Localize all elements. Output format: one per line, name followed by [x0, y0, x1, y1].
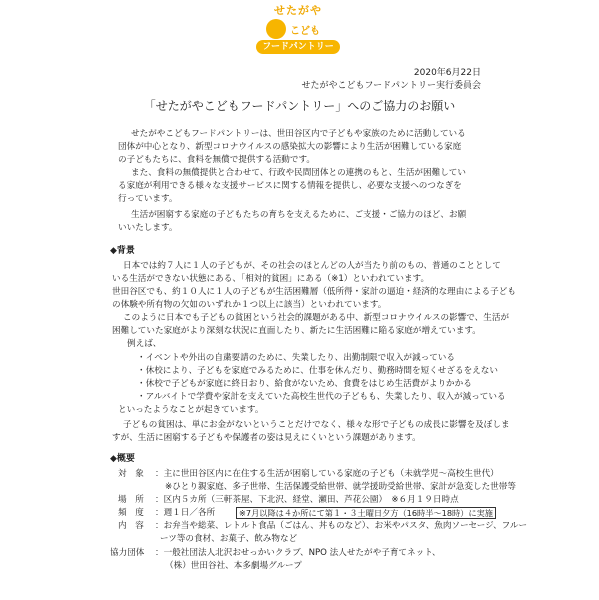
intro-line: 行っています。	[118, 194, 178, 204]
logo-bar-text: フードパントリー	[256, 40, 340, 54]
overview-label: 対 象	[118, 469, 144, 479]
background-line: 困難していた家庭がより深刻な状況に直面したり、新たに生活困難に陥る家庭が増えています。	[112, 326, 481, 336]
logo-top-text: せたがや	[274, 4, 322, 17]
overview-label: 頻 度	[118, 508, 144, 518]
logo-middle-text: こども	[290, 26, 320, 37]
overview-value: （株）世田谷社、本多劇場グループ	[165, 561, 302, 571]
background-bullet: ・休校で子どもが家庭に終日おり、給食がないため、食費をはじめ生活費がよりかかる	[137, 379, 472, 389]
overview-value: ：主に世田谷区内に在住する生活が困窮している家庭の子ども（未就学児〜高校生世代）	[155, 469, 499, 479]
overview-value: ：週１日／各所	[155, 508, 216, 518]
background-line: といったようなことが起きています。	[118, 405, 264, 415]
overview-label: 場 所	[118, 495, 144, 505]
overview-value: ：お弁当や総菜、レトルト食品（ごはん、丼ものなど）、お米やパスタ、魚肉ソーセージ、フルー	[155, 521, 528, 531]
document-date: 2020年6月22日	[413, 68, 481, 78]
intro-line: る家庭が利用できる様々な支援サービスに関する情報を提供し、必要な支援へのつなぎを	[118, 181, 462, 191]
overview-value: ：区内５カ所（三軒茶屋、下北沢、経堂、瀬田、芦花公園） ※６月１９日時点	[155, 495, 459, 505]
logo-middle	[252, 19, 344, 39]
background-line: 子どもの貧困は、単にお金がないということだけでなく、様々な形で子どもの成長に影響を及ぼしま	[123, 420, 510, 430]
background-line: 世田谷区でも、約１０人に１人の子どもが生活困難層（低所得・家計の逼迫・経済的な理由による子ども	[112, 287, 516, 297]
background-line: このように日本でも子どもの貧困という社会的課題がある中、新型コロナウイルスの影響で、生活が	[123, 313, 510, 323]
schedule-note-box: ※7月以降は４か所にて第１・３土曜日夕方（16時半〜18時）に実施	[236, 507, 496, 519]
intro-line: せたがやこどもフードパントリーは、世田谷区内で子どもや家族のために活動している	[131, 129, 466, 139]
overview-label: 協力団体	[110, 548, 145, 558]
background-line: 例えば、	[127, 339, 162, 349]
intro-line: の子どもたちに、食料を無償で提供する活動です。	[118, 155, 315, 165]
organization-name: せたがやこどもフードパントリー実行委員会	[301, 81, 481, 91]
background-bullet: ・休校により、子どもを家庭でみるために、仕事を休んだり、勤務時間を短くせざるをえない	[137, 366, 498, 376]
background-line: の体験や所有物の欠如のいずれか１つ以上に該当）といわれています。	[112, 300, 387, 310]
sun-icon	[266, 19, 286, 39]
pantry-logo	[252, 2, 344, 60]
background-line: いる生活ができない状態にある、「相対的貧困」にある（※1）といわれています。	[112, 274, 430, 284]
document-title: 「せたがやこどもフードパントリー」へのご協力のお願い	[143, 99, 456, 113]
overview-heading: ◆概要	[110, 454, 135, 464]
intro-line: いいたします。	[118, 223, 178, 233]
overview-value: ※ひとり親家庭、多子世帯、生活保護受給世帯、就学援助受給世帯、家計が急変した世帯等	[165, 482, 516, 492]
background-heading: ◆背景	[110, 246, 135, 256]
overview-value: ーツ等の食材、お菓子、飲み物など	[160, 534, 298, 544]
intro-line: 生活が困窮する家庭の子どもたちの育ちを支えるために、ご支援・ご協力のほど、お願	[131, 210, 467, 220]
background-bullet: ・アルバイトで学費や家計を支えていた高校生世代の子どもも、失業したり、収入が減っている	[137, 392, 506, 402]
overview-label: 内 容	[118, 521, 144, 531]
intro-line: 団体が中心となり、新型コロナウイルスの感染拡大の影響により生活が困難している家庭	[118, 142, 462, 152]
background-bullet: ・イベントや外出の自粛要請のために、失業したり、出勤制限で収入が減っている	[137, 353, 455, 363]
background-line: すが、生活に困窮する子どもや保護者の姿は見えにくいという課題があります。	[112, 433, 421, 443]
intro-line: また、食料の無償提供と合わせて、行政や民間団体との連携のもと、生活が困難してい	[131, 168, 466, 178]
background-line: 日本では約７人に１人の子どもが、その社会のほとんどの人が当たり前のもの、普通のこととして	[123, 261, 501, 271]
overview-value: ：一般社団法人北沢おせっかいクラブ、NPO 法人せたがや子育てネット、	[155, 548, 441, 558]
